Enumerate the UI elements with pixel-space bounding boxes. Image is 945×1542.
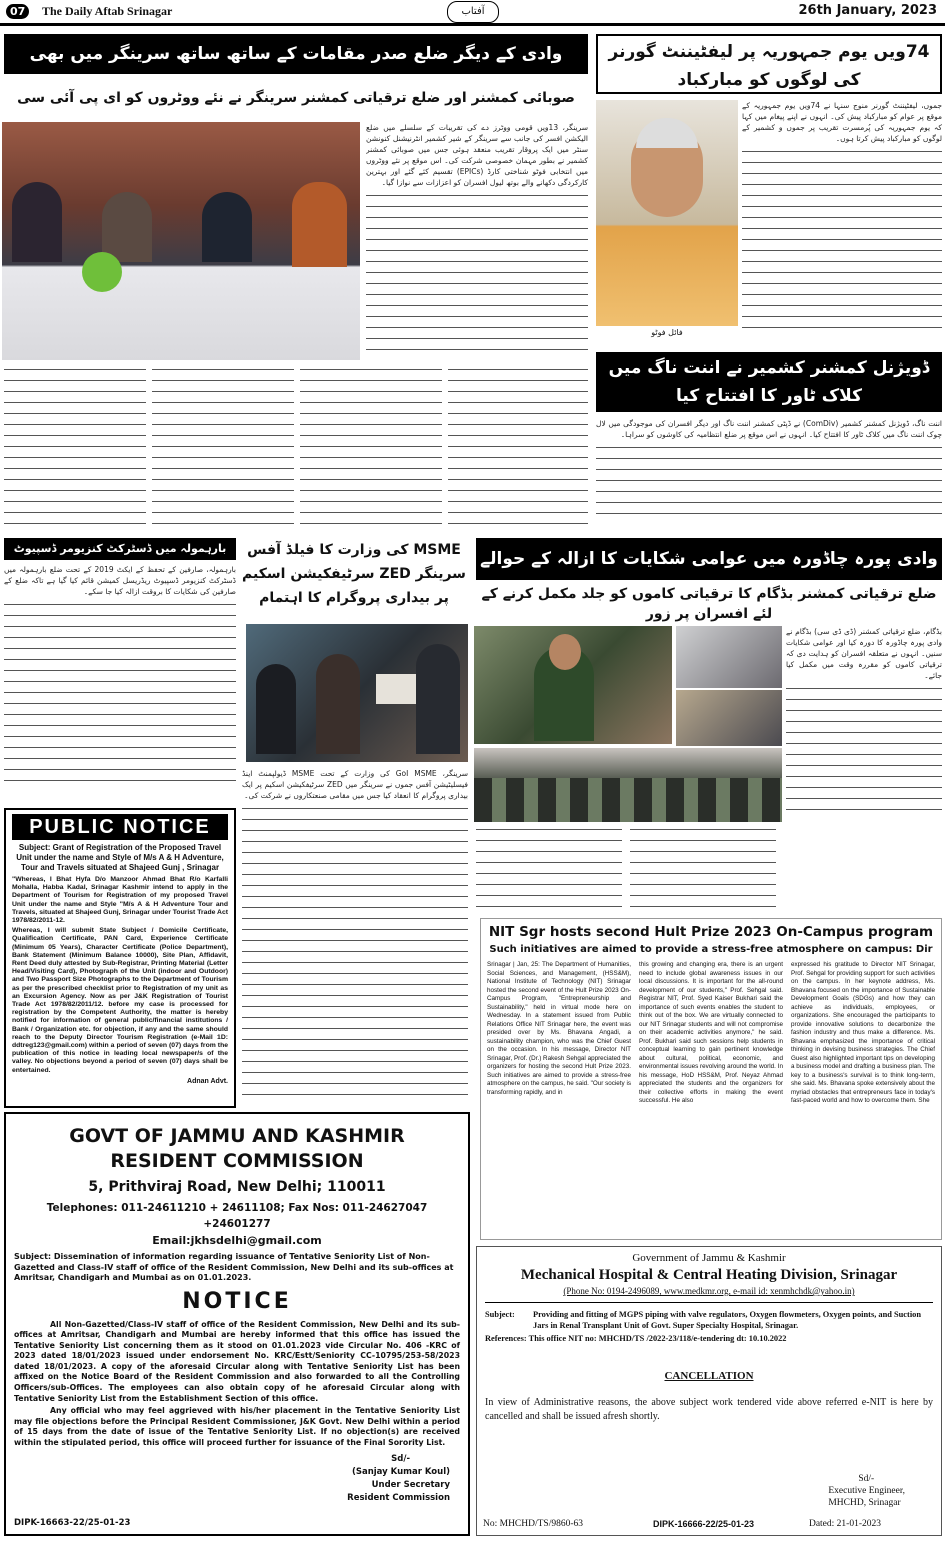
story2-photo (596, 100, 738, 326)
mech-designation2: MHCHD, Srinagar (828, 1498, 901, 1508)
mech-subject-row (485, 1309, 933, 1331)
govt-signature (14, 1453, 460, 1505)
story4-body-text: بارہمولہ، صارفین کے تحفظ کے ایکٹ 2019 کے تحت ضلع بارہمولہ میں ڈسٹرکٹ کنزیومر ڈسپیوٹ ریڈریسل کمیشن قائم کیا گیا ہے تاکہ ضلع کے صارفین کی شکایات کا بروقت ازالہ کیا جا سکے۔ (4, 565, 236, 596)
masthead-bar (0, 0, 945, 26)
govt-address: 5, Prithviraj Road, New Delhi; 110011 (88, 1179, 386, 1195)
mech-subject-label: Subject: (485, 1310, 515, 1319)
govt-email: Email:jkhsdelhi@gmail.com (152, 1234, 322, 1247)
mech-contact: (Phone No: 0194-2496089, www.medkmr.org, e-mail id: xenmhchdk@yahoo.in) (563, 1286, 855, 1296)
govt-title1: GOVT OF JAMMU AND KASHMIR (69, 1125, 405, 1147)
story6-photo-top (676, 626, 782, 688)
nit-col3: expressed his gratitude to Director NIT Srinagar, Prof. Sehgal for providing support for such activities on the campus. In her keynote address, Ms. Bhavana focused on the importance of Sustainable Development Goals (SDGs) and how they can achieve as individuals, employees, or organizations. She encouraged the participants to provide innovative solutions to decarbonize the fashion industry and thus make a difference. Ms. Bhavana emphasized the importance of critical thinking in devising business strategies. The Chief Guest also highlighted important tips on developing a business model and drafting a business plan. The key to a business's survival is to think long-term, she said. Ms. Bhavana spoke extensively about the myriad obstacles that entrepreneurs face in today's fast-paced world and how to overcome them. She (791, 961, 935, 1104)
story4-headline: بارہمولہ میں ڈسٹرکٹ کنزیومر ڈسپیوٹ (4, 538, 236, 560)
mech-notice (476, 1246, 942, 1536)
text-lines (4, 601, 236, 791)
govt-para2: Any official who may feel aggrieved with his/her placement in the Tentative Seniority List may file objections before the Principal Resident Commissioner, J&K Govt. New Delhi within a period of 15 days from the date of issue of the Tentative Seniority List. If no objection(s) are received within the stipulated period, this office will proceed further for issuance of the Final Sorority List. (14, 1406, 460, 1448)
govt-title2: RESIDENT COMMISSION (110, 1150, 364, 1172)
nit-story (480, 918, 942, 1240)
paper-logo: آفتاب (447, 1, 499, 23)
govt-sd: Sd/- (391, 1453, 410, 1464)
issue-date: 26th January, 2023 (798, 3, 937, 18)
text-lines (596, 444, 942, 520)
story6-photo-main (474, 626, 672, 744)
text-lines (742, 148, 942, 338)
story6-body (786, 626, 942, 822)
nit-columns (487, 961, 935, 1229)
story6-photo-bottom (474, 748, 782, 822)
story1-body (366, 122, 588, 360)
story5-body-text: سرینگر، GoI MSME کی وزارت کے تحت MSME ڈیولپمنٹ اینڈ فیسلیٹیشن آفس جموں نے سرینگر میں ZED سرٹیفکیشن اسکیم پر ایک بیداری پروگرام کا انعقاد کیا جس میں مقامی صنعتکاروں نے شرکت کی۔ (242, 769, 468, 800)
govt-dipk: DIPK-16663-22/25-01-23 (14, 1518, 131, 1528)
story6-body-text: بڈگام، ضلع ترقیاتی کمشنر (ڈی ڈی سی) بڈگام نے وادی پورہ چاڈورہ کا دورہ کیا اور عوامی شکایات سنیں۔ انہوں نے متعلقہ افسران کو ہدایت دی کہ ترقیاتی کاموں کو مقررہ وقت میں مکمل کیا جائے۔ (786, 627, 942, 680)
govt-subject: Subject: Dissemination of information regarding issuance of Tentative Seniority List of Non-Gazetted and Class-IV staff of office of the Resident Commission, New Delhi and its sub-offices at Amritsar, Chandigarh and Mumbai as on 01.01.2023. (14, 1252, 454, 1282)
public-notice-body2: Whereas, I will submit State Subject / Domicile Certificate, Qualification Certificate, PAN Card, Experience Certificate (Minimum 05 Years), Character Certificate (Police Department), Bank Statement (Minimum Balance 10000), Site Plan, Affidavit, Rent Deed duly attested by Sub-Registrar, Printing Material (Letter Head/Visiting Card), Photograph of the Unit (indoor and Outdoor) and Two Passport Size Photographs to the Department of Tourism as per the prescribed checklist prior to Registration of my unit as an Excursion Agency. Now as per J&K Registration of Tourist Trade Act 1978/82/2011/12. before my case is processed for registration by the Competent Authority, the matter is hereby notified for information of general public/financial institutions / Bank / Organization etc. for objection, if any and the same should reach to the Deputy Director Tourism Registration (e-Mail 1D: ddtreg123@gmail.com) within a period of seven (07) days from the publication of this notice in leading local newspaper/s of the valley. No objections beyond a period of seven (07) days shall be entertained. (12, 927, 228, 1074)
story3-body-text: اننت ناگ، ڈویژنل کمشنر کشمیر (ComDiv) نے ڈپٹی کمشنر اننت ناگ اور دیگر افسران کی موجودگی میں لال چوک اننت ناگ میں کلاک ٹاور کا افتتاح کیا۔ انہوں نے اس موقع پر ضلع انتظامیہ کی کاوشوں کو سراہا۔ (596, 419, 942, 439)
nit-col1: Srinagar | Jan, 25: The Department of Humanities, Social Sciences, and Management, (HSS&M), National Institute of Technology (NIT) Srinagar hosted the second event of the Hult Prize 2023 On-Campus Program, "Entrepreneurship and Sustainability," held in virtual mode here on Wednesday. In a statement issued from Public Relations Office NIT Srinagar here, the event was presided over by Ms. Bhavana Angadi, a sustainability champion, who was the Chief Guest on the occasion. In his message, Director NIT Srinagar, Prof. (Dr.) Rakesh Sehgal appreciated the organizers for hosting the second Hult Prize 2023. Such initiatives are aimed to provide a stress-free atmosphere on the campus, he said. "Our society is transforming rapidly, and in (487, 961, 631, 1096)
govt-phones: Telephones: 011-24611210 + 24611108; Fax Nos: 011-24627047 +24601277 (46, 1202, 428, 1230)
mech-subject: Providing and fitting of MGPS piping with valve regulators, Oxygen flowmeters, Oxygen points, and Suction Jars in Renal Transplant Unit of Govt. Super Specialty Hospital, Srinagar. (533, 1310, 921, 1330)
mech-signature (828, 1473, 905, 1509)
govt-name: (Sanjay Kumar Koul) (351, 1466, 450, 1477)
mech-references: References: This office NIT no: MHCHD/TS /2022-23/118/e-tendering dt: 10.10.2022 (485, 1334, 787, 1343)
mech-sd: Sd/- (858, 1474, 875, 1484)
story2-body-text: جموں، لیفٹیننٹ گورنر منوج سنہا نے 74ویں یوم جمہوریہ کے موقع پر عوام کو مبارکباد پیش کی۔ انہوں نے اپنے پیغام میں کہا کہ یوم جمہوریہ کی پُرمسرت تقریب پر جموں و کشمیر کے لوگوں کو مبارکباد پیش کرتا ہوں۔ (742, 101, 942, 143)
text-lines (242, 805, 468, 1095)
public-notice-subject: Subject: Grant of Registration of the Proposed Travel Unit under the name and Style of M/s A & H Adventure, Tour and Travels situated at Shajeed Gunj , Srinagar (16, 843, 224, 872)
story6-photo-mid (676, 690, 782, 746)
mech-designation1: Executive Engineer, (828, 1486, 905, 1496)
story2-headline: 74ویں یوم جمہوریہ پر لیفٹیننٹ گورنر کی لوگوں کو مبارکباد (596, 34, 942, 94)
story6-subhead: ضلع ترقیاتی کمشنر بڈگام کا ترقیاتی کاموں کو جلد مکمل کرنے کے لئے افسران پر زور (481, 586, 937, 622)
public-notice-body1: "Whereas, I Bhat Hyfa D/o Manzoor Ahmad Bhat R/o Karfalli Mohalla, Habba Kadal, Srinagar Kashmir intend to apply in the Department of Tourism for Registration of my proposed Travel Unit under the name and Style "M/s A & H Adventure Tour and Travels, situated at Shajeed Gunj, Srinagar under Tourist Trade Act 1978/82/2011-12. (12, 876, 228, 925)
story1-body-cont (4, 366, 588, 532)
mech-divider (485, 1302, 933, 1303)
story1-subhead: صوبائی کمشنر اور ضلع ترقیاتی کمشنر سرینگر نے نئے ووٹروں کو ای پی آئی سی (17, 90, 575, 106)
mech-title: Mechanical Hospital & Central Heating Division, Srinagar (520, 1267, 898, 1283)
story2-body (742, 100, 942, 346)
story1-headline: وادی کے دیگر ضلع صدر مقامات کے ساتھ ساتھ سرینگر میں بھی (4, 34, 588, 74)
govt-notice-title: NOTICE (182, 1288, 292, 1314)
page-number: 07 (6, 4, 29, 19)
story3-body (596, 418, 942, 530)
story1-photo (2, 122, 360, 360)
text-lines (786, 685, 942, 815)
story3-headline: ڈویژنل کمشنر کشمیر نے اننت ناگ میں کلاک ٹاور کا افتتاح کیا (596, 352, 942, 412)
nit-col2: this growing and changing era, there is an urgent need to include global awareness issues in our local discussions. It is important for the all-round development of our students," Prof. Sehgal said. Registrar NIT, Prof. Syed Kaiser Bukhari said the importance of such events enables the student to think out of the box. We are virtually connected to our NIT Srinagar students and will not compromise on their academic activities anymore," he said. Prof. Bukhari said such sessions help students in conceptual learning to gain pertinent knowledge about cultural, political, economic, and environmental issues revolving around the world. In his message, HoD HSS&M, Prof. Neyaz Ahmad appreciated the students and the organizers for their collective efforts in making the event successful. He also (639, 961, 783, 1104)
nit-subhead: Such initiatives are aimed to provide a stress-free atmosphere on campus: Dir (489, 944, 933, 955)
mech-govt: Government of Jammu & Kashmir (632, 1252, 786, 1264)
story5-headline: MSME کی وزارت کا فیلڈ آفس سرینگر ZED سرٹیفکیشن اسکیم پر بیداری پروگرام کا اہتمام (242, 542, 466, 606)
story6-headline: وادی پورہ چاڈورہ میں عوامی شکایات کا ازالہ کے حوالے (476, 538, 942, 580)
story1-body-text: سرینگر، 13ویں قومی ووٹرز دے کی تقریبات کے سلسلے میں ضلع الیکشن افسر کی جانب سے سرینگر کے شیر کشمیر انٹرنیشنل کنونشن سنٹر میں ایک پروقار تقریب منعقد ہوئی جس میں صوبائی کمشنر کشمیر نے بطور مہمان خصوصی شرکت کی۔ اس موقع پر نئے ووٹروں میں انتخابی فوٹو شناختی کارڈ (EPICs) تقسیم کئے گئے اور بہترین کارکردگی دکھانے والے بوتھ لیول افسران کو اعزازات سے نوازا گیا۔ (366, 123, 588, 187)
mech-cancel-body: In view of Administrative reasons, the above subject work tendered vide above referred e-NIT is here by cancelled and shall be issued afresh shortly. (485, 1397, 933, 1422)
mech-dipk: DIPK-16666-22/25-01-23 (653, 1519, 755, 1529)
public-notice-title: PUBLIC NOTICE (12, 814, 228, 840)
nit-headline: NIT Sgr hosts second Hult Prize 2023 On-Campus program (488, 924, 934, 940)
story6-body-cont (476, 826, 776, 912)
story2-caption: فائل فوٹو (651, 328, 683, 337)
govt-designation1: Under Secretary (371, 1479, 450, 1490)
public-notice (4, 808, 236, 1108)
text-lines (366, 192, 588, 352)
story4-body (4, 564, 236, 804)
govt-notice (4, 1112, 470, 1536)
story5-photo (246, 624, 468, 762)
paper-name: The Daily Aftab Srinagar (42, 4, 173, 18)
mech-no: No: MHCHD/TS/9860-63 (483, 1519, 584, 1529)
story5-body (242, 768, 468, 1108)
public-notice-advt: Adnan Advt. (187, 1077, 228, 1085)
mech-cancel-title: CANCELLATION (664, 1370, 754, 1382)
govt-para1: All Non-Gazetted/Class-IV staff of office of the Resident Commission, New Delhi and its sub-offices at Amritsar, Chandigarh and Mumbai are hereby informed that this office has issued the Tentative Seniority List concerning them as it stood on 01.01.2023 vide Circular No. 406 -KRC of 2023 dated 18/01/2023 issued under endorsement No. KRC/Estt/Seniority CC-10795/253-58/2023 dated 18/01/2023. A copy of the aforesaid Circular along with Tentative Seniority List has been affixed on the Notice Board of the Resident Commission and also forwarded to all the Controlling Officers/sub-Offices. The employees can also obtain copy of he aforesaid Circular along with Tentative Seniority List from the Establishment Section of this office. (14, 1319, 460, 1403)
govt-designation2: Resident Commission (347, 1492, 450, 1503)
mech-dated: Dated: 21-01-2023 (808, 1519, 881, 1529)
